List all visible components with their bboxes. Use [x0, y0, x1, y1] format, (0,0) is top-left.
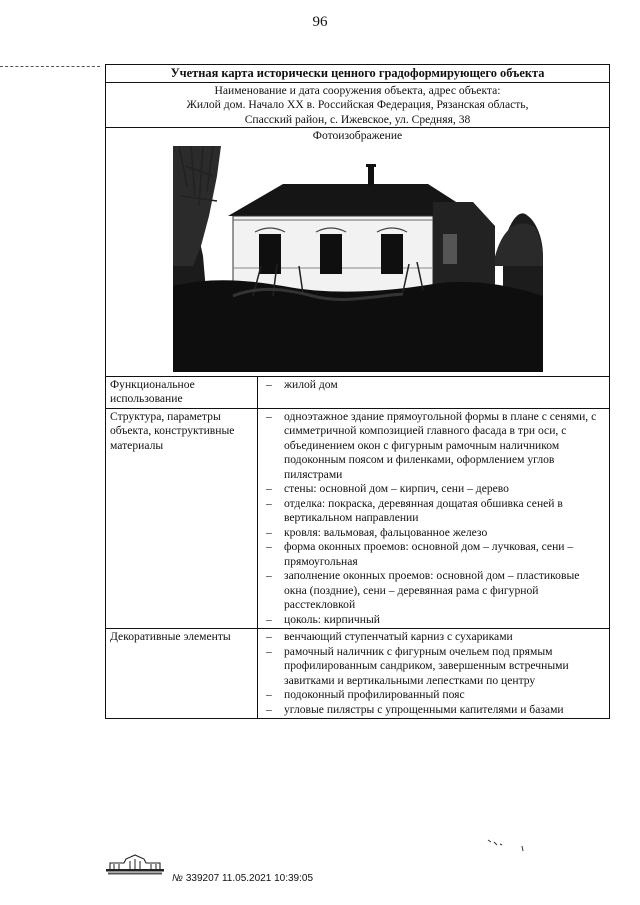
list-item: – подоконный профилированный пояс	[262, 688, 605, 703]
row-structure	[106, 408, 609, 629]
list-item: – отделка: покраска, деревянная дощатая обшивка сеней в вертикальном направлении	[262, 497, 605, 526]
row-decorative	[106, 628, 609, 718]
row-label: Декоративные элементы	[106, 629, 258, 718]
list-item: – заполнение оконных проемов: основной дом – пластиковые окна (поздние), сени – деревянная рама с фигурной расстекловкой	[262, 569, 605, 613]
row-values	[258, 377, 609, 408]
house-photo	[173, 146, 543, 372]
stamp-id	[172, 873, 313, 884]
row-values	[258, 629, 609, 718]
list-item: – угловые пилястры с упрощенными капителями и базами	[262, 703, 605, 718]
object-name-block	[106, 83, 609, 128]
photo-caption: Фотоизображение	[106, 127, 609, 144]
name-heading: Наименование и дата сооружения объекта, адрес объекта:	[214, 83, 501, 97]
list-item: – стены: основной дом – кирпич, сени – дерево	[262, 482, 605, 497]
number-sign: №	[172, 873, 183, 884]
row-label: Функциональное использование	[106, 377, 258, 408]
scan-margin-mark	[0, 66, 100, 70]
stamp-text: 339207 11.05.2021 10:39:05	[185, 873, 314, 884]
list-item: – венчающий ступенчатый карниз с сухариками	[262, 630, 605, 645]
photo-container	[106, 144, 609, 376]
list-item: – форма оконных проемов: основной дом – лучковая, сени – прямоугольная	[262, 540, 605, 569]
name-line-2: Спасский район, с. Ижевское, ул. Средняя, 38	[244, 112, 471, 126]
name-line-1: Жилой дом. Начало XX в. Российская Федерация, Рязанская область,	[186, 98, 529, 111]
record-card	[105, 64, 610, 719]
card-title: Учетная карта исторически ценного градоформирующего объекта	[106, 65, 609, 83]
footer-stamp	[104, 853, 364, 889]
row-label: Структура, параметры объекта, конструктивные материалы	[106, 409, 258, 629]
government-building-logo	[104, 853, 166, 877]
row-functional-use	[106, 376, 609, 408]
list-item: – рамочный наличник с фигурным очельем под прямым профилированным сандриком, завершенным встречными завитками и вертикальными лепестками по центру	[262, 645, 605, 689]
list-item: – жилой дом	[262, 378, 605, 393]
row-values	[258, 409, 609, 629]
page-number: 96	[312, 14, 328, 30]
list-item: – одноэтажное здание прямоугольной формы в плане с сенями, с симметричной композицией главного фасада в три оси, с объединением окон с фигурным рамочным наличником подоконным поясом и филенками, оформлением углов пилястрами	[262, 410, 605, 483]
list-item: – кровля: вальмовая, фальцованное железо	[262, 526, 605, 541]
scan-tick-marks	[486, 838, 526, 852]
list-item: – цоколь: кирпичный	[262, 613, 605, 628]
